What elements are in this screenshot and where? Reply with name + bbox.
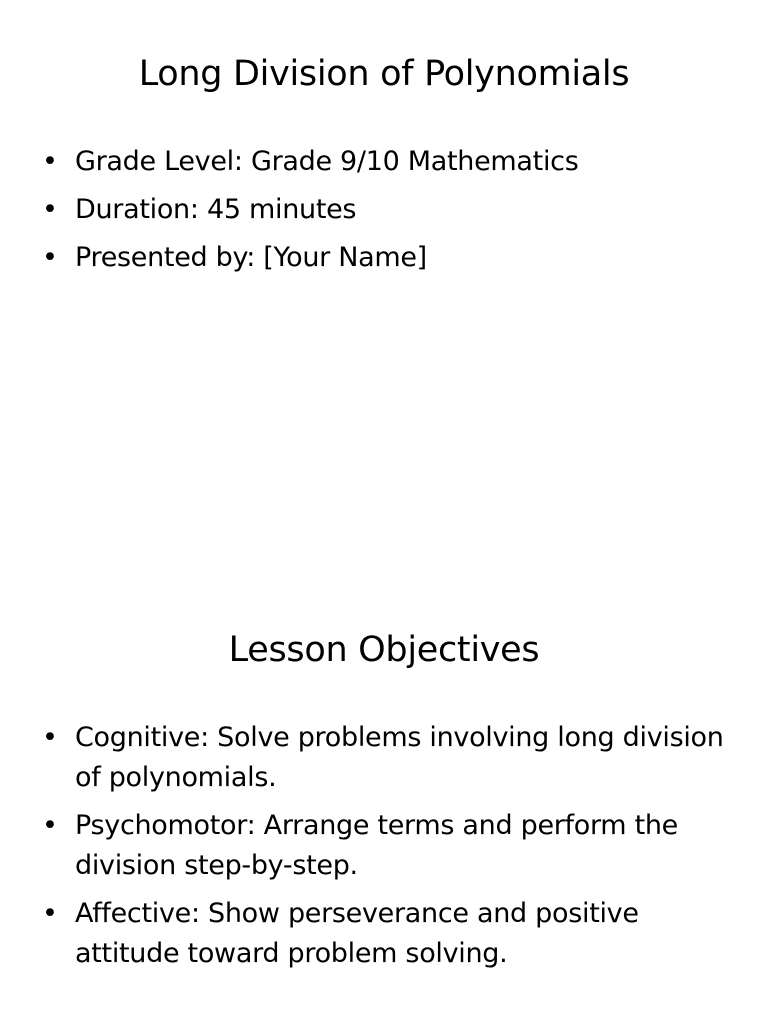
bullet-icon: • — [42, 898, 58, 929]
bullet-icon: • — [42, 242, 58, 273]
bullet-icon: • — [42, 194, 58, 225]
bullet-text: Affective: Show perseverance and positive attitude toward problem solving. — [75, 898, 639, 969]
bullet-text: Psychomotor: Arrange terms and perform the division step-by-step. — [75, 810, 678, 881]
bullet-icon: • — [42, 810, 58, 841]
slide-title: Long Division of Polynomials — [138, 54, 630, 94]
bullet-item-cognitive — [40, 718, 730, 798]
bullet-text: Grade Level: Grade 9/10 Mathematics — [75, 146, 579, 177]
bullet-text: Cognitive: Solve problems involving long division of polynomials. — [75, 722, 724, 793]
bullet-item-presenter — [40, 238, 730, 278]
bullet-list — [40, 142, 730, 286]
bullet-item-psychomotor — [40, 806, 730, 886]
bullet-item-duration — [40, 190, 730, 230]
bullet-text: Duration: 45 minutes — [75, 194, 357, 225]
slide-2 — [0, 576, 768, 1024]
bullet-item-grade-level — [40, 142, 730, 182]
slide-title: Lesson Objectives — [228, 630, 540, 670]
bullet-item-affective — [40, 894, 730, 974]
bullet-icon: • — [42, 146, 58, 177]
bullet-list — [40, 718, 730, 982]
bullet-icon: • — [42, 722, 58, 753]
bullet-text: Presented by: [Your Name] — [75, 242, 427, 273]
